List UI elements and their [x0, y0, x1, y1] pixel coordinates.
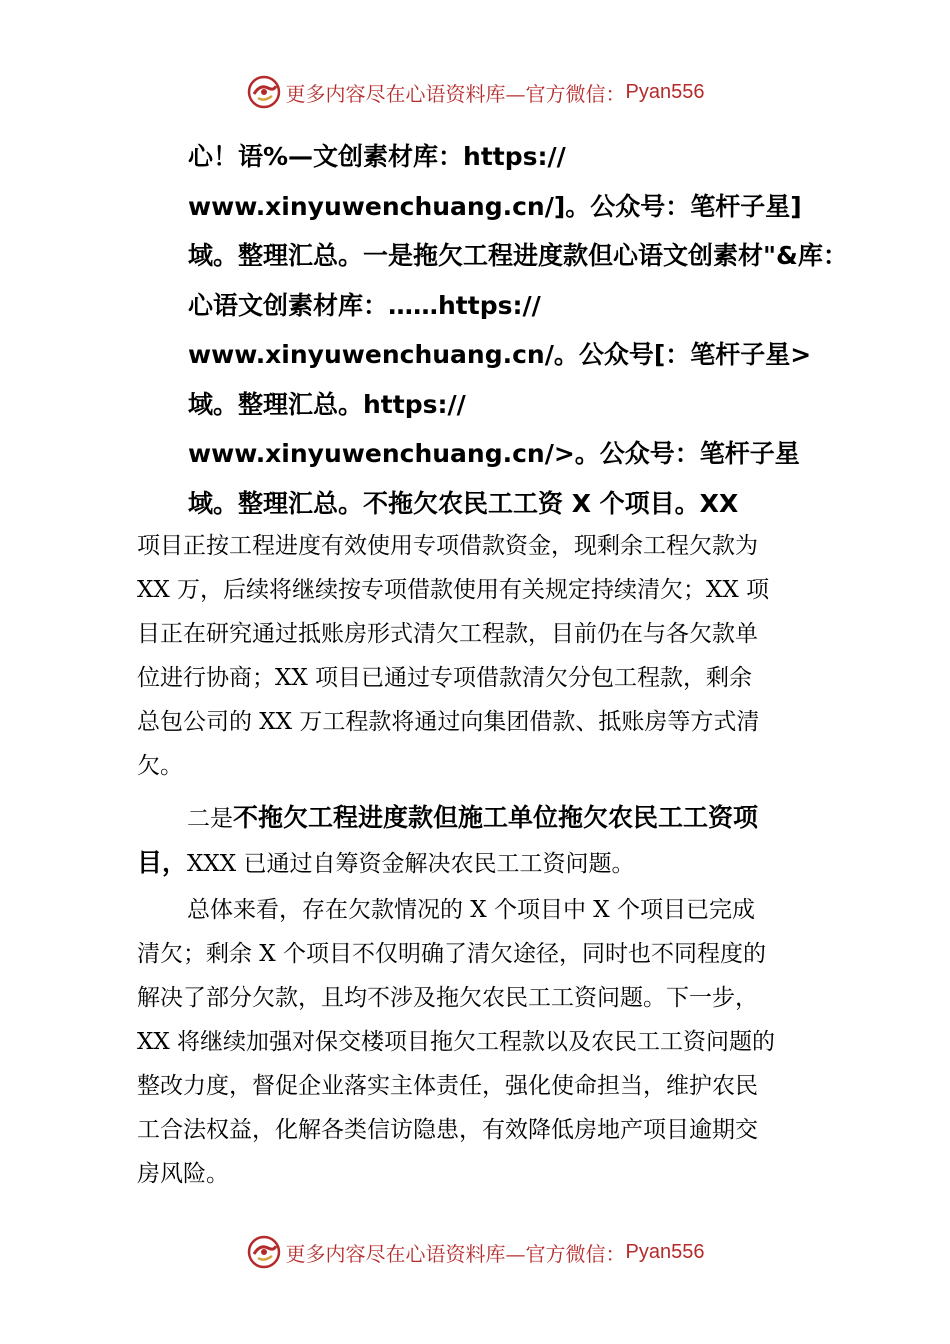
text-line [137, 796, 817, 841]
bold-line: www.xinyuwenchuang.cn/。公众号[：笔杆子星> [188, 340, 812, 369]
text-line: 位进行协商；XX 项目已通过专项借款清欠分包工程款，剩余 [137, 665, 753, 691]
handshake-heart-logo-icon [246, 74, 282, 110]
header-text: 更多内容尽在心语资料库—官方微信： [285, 81, 626, 106]
text-line: 工合法权益，化解各类信访隐患，有效降低房地产项目逾期交 [137, 1117, 758, 1143]
paragraph-2-bold-heading-end: 目， [137, 848, 188, 877]
paragraph-2-bold-heading: 不拖欠工程进度款但施工单位拖欠农民工工资项 [233, 803, 759, 832]
text-line: 房风险。 [137, 1161, 229, 1187]
paragraph-2-prefix: 二是 [187, 806, 233, 832]
paragraph-2-rest: XXX 已通过自筹资金解决农民工工资问题。 [187, 851, 635, 877]
text-line: 解决了部分欠款，且均不涉及拖欠农民工工资问题。下一步， [137, 985, 758, 1011]
header-banner [0, 72, 950, 112]
bold-line: www.xinyuwenchuang.cn/]。公众号：笔杆子星] [188, 191, 802, 221]
paragraph-1 [137, 524, 817, 788]
text-line: 目正在研究通过抵账房形式清欠工程款，目前仍在与各欠款单 [137, 621, 758, 647]
text-line: 整改力度，督促企业落实主体责任，强化使命担当，维护农民 [137, 1073, 758, 1099]
paragraph-3 [137, 888, 817, 1196]
header-wechat-id[interactable]: Pyan556 [625, 80, 705, 103]
text-line: 总包公司的 XX 万工程款将通过向集团借款、抵账房等方式清 [137, 709, 760, 735]
bold-line: 域。整理汇总。一是拖欠工程进度款但心语文创素材"&库： [188, 241, 848, 270]
text-line: 项目正按工程进度有效使用专项借款资金，现剩余工程欠款为 [137, 533, 758, 559]
bold-text-block [188, 132, 888, 528]
footer-banner [0, 1232, 950, 1272]
handshake-heart-logo-icon [246, 1234, 282, 1270]
text-line: 清欠；剩余 X 个项目不仅明确了清欠途径，同时也不同程度的 [137, 941, 766, 967]
paragraph-2 [137, 796, 817, 886]
text-line: XX 将继续加强对保交楼项目拖欠工程款以及农民工工资问题的 [137, 1029, 776, 1055]
bold-line: www.xinyuwenchuang.cn/>。公众号：笔杆子星 [188, 439, 800, 468]
bold-line: 域。整理汇总。不拖欠农民工工资 X 个项目。XX [188, 488, 739, 518]
bold-line: 域。整理汇总。https:// [188, 389, 466, 419]
footer-text: 更多内容尽在心语资料库—官方微信： [285, 1241, 626, 1266]
text-line: 总体来看，存在欠款情况的 X 个项目中 X 个项目已完成 [187, 897, 755, 923]
footer-wechat-id[interactable]: Pyan556 [625, 1240, 705, 1263]
bold-line: 心语文创素材库：……https:// [188, 290, 541, 320]
text-line [137, 841, 817, 886]
text-line: XX 万，后续将继续按专项借款使用有关规定持续清欠；XX 项 [137, 577, 770, 603]
text-line: 欠。 [137, 753, 183, 779]
bold-line: 心！语%—文创素材库：https:// [188, 142, 566, 171]
